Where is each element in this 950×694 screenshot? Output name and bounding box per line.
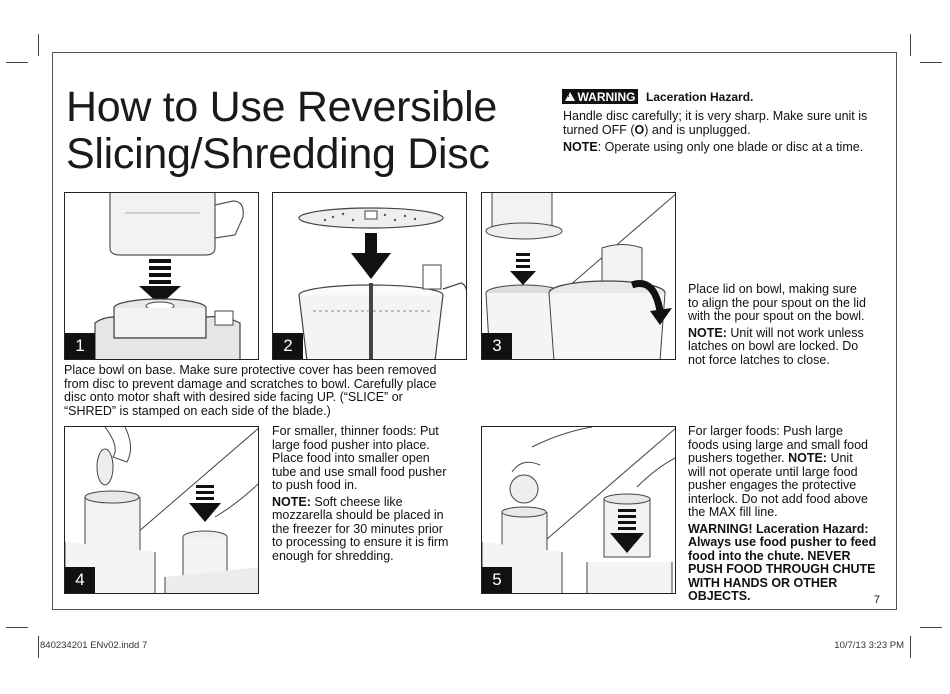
crop-mark bbox=[38, 34, 39, 56]
instruction-line: “SHRED” is stamped on each side of the blade.) bbox=[64, 403, 331, 418]
instruction-line: the freezer for 30 minutes prior bbox=[272, 521, 443, 536]
warning-line: PUSH FOOD THROUGH CHUTE bbox=[688, 562, 876, 576]
crop-mark bbox=[920, 62, 942, 63]
instruction-line: the MAX fill line. bbox=[688, 505, 778, 519]
crop-mark bbox=[6, 62, 28, 63]
note-label: NOTE: bbox=[688, 325, 727, 340]
warning-body-line: Handle disc carefully; it is very sharp. Make sure unit is bbox=[563, 109, 868, 123]
instruction-line: Place bowl on base. Make sure protective cover has been removed bbox=[64, 363, 437, 377]
warning-badge-label: WARNING bbox=[577, 89, 636, 104]
warning-note bbox=[563, 141, 883, 155]
crop-mark bbox=[910, 636, 911, 658]
instruction-line: foods using large and small food bbox=[688, 437, 868, 452]
step-5-warning bbox=[688, 523, 893, 604]
instruction-line: will not operate until large food bbox=[688, 464, 858, 479]
step-1-2-instructions bbox=[64, 364, 474, 418]
instruction-line bbox=[688, 452, 893, 466]
instruction-line: large food pusher into place. bbox=[272, 437, 430, 452]
footer-timestamp: 10/7/13 3:23 PM bbox=[834, 640, 904, 651]
instruction-line bbox=[688, 327, 893, 341]
instruction-line: mozzarella should be placed in bbox=[272, 508, 444, 522]
step-2-illustration bbox=[272, 192, 467, 360]
note-label: NOTE: bbox=[788, 451, 827, 465]
note-text: Unit will not work unless bbox=[726, 325, 864, 340]
instruction-text: Unit bbox=[826, 451, 853, 465]
warning-line: WITH HANDS OR OTHER bbox=[688, 575, 838, 590]
instruction-line: not force latches to close. bbox=[688, 352, 830, 367]
page-number: 7 bbox=[873, 594, 880, 606]
instruction-line: latches on bowl are locked. Do bbox=[688, 339, 859, 353]
step-1-illustration bbox=[64, 192, 259, 360]
crop-mark bbox=[6, 627, 28, 628]
warning-text: ) and is unplugged. bbox=[644, 122, 751, 137]
warning-line: food into the chute. NEVER bbox=[688, 548, 851, 563]
step-3-number: 3 bbox=[482, 333, 512, 359]
instruction-line: pusher engages the protective bbox=[688, 478, 857, 492]
instruction-line: Place lid on bowl, making sure bbox=[688, 282, 857, 296]
instruction-line: For smaller, thinner foods: Put bbox=[272, 424, 439, 438]
warning-line: Always use food pusher to feed bbox=[688, 535, 877, 549]
warning-triangle-icon bbox=[565, 92, 575, 101]
step-4-instructions bbox=[272, 425, 472, 563]
step-1-number: 1 bbox=[65, 333, 95, 359]
step-4-number: 4 bbox=[65, 567, 95, 593]
instruction-line: interlock. Do not add food above bbox=[688, 491, 868, 506]
instruction-line: to processing to ensure it is firm bbox=[272, 535, 449, 549]
instruction-line: to push food in. bbox=[272, 478, 358, 492]
instruction-line: with the pour spout on the bowl. bbox=[688, 309, 865, 323]
step-3-illustration bbox=[481, 192, 676, 360]
title-line-1: How to Use Reversible bbox=[66, 83, 498, 131]
footer-filename: 840234201 ENv02.indd 7 bbox=[40, 640, 148, 651]
instruction-line: to align the pour spout on the lid bbox=[688, 295, 866, 310]
warning-badge bbox=[562, 89, 638, 104]
instruction-line: tube and use small food pusher bbox=[272, 464, 447, 479]
crop-mark bbox=[38, 636, 39, 658]
warning-line: WARNING! Laceration Hazard: bbox=[688, 521, 869, 536]
note-text: : Operate using only one blade or disc at a time. bbox=[597, 140, 864, 154]
step-5-number: 5 bbox=[482, 567, 512, 593]
warning-body-line bbox=[563, 124, 883, 138]
step-5-instructions bbox=[688, 425, 893, 604]
instruction-text: pushers together. bbox=[688, 451, 789, 465]
step-5-illustration bbox=[481, 426, 676, 594]
instruction-line: enough for shredding. bbox=[272, 548, 394, 563]
note-text: Soft cheese like bbox=[310, 494, 403, 509]
step-4-illustration bbox=[64, 426, 259, 594]
off-symbol: O bbox=[634, 122, 645, 137]
page-title bbox=[66, 84, 497, 178]
step-3-instructions bbox=[688, 283, 893, 367]
step-2-number: 2 bbox=[273, 333, 303, 359]
instruction-line: For larger foods: Push large bbox=[688, 424, 843, 438]
instruction-line bbox=[272, 496, 472, 510]
warning-line: OBJECTS. bbox=[688, 589, 751, 603]
hazard-title: Laceration Hazard. bbox=[646, 90, 754, 104]
instruction-line: disc onto motor shaft with desired side facing UP. (“SLICE” or bbox=[64, 390, 403, 404]
instruction-line: from disc to prevent damage and scratches to bowl. Carefully place bbox=[64, 376, 437, 391]
title-line-2: Slicing/Shredding Disc bbox=[66, 130, 490, 178]
instruction-line: Place food into smaller open bbox=[272, 451, 430, 465]
crop-mark bbox=[910, 34, 911, 56]
note-label: NOTE bbox=[563, 140, 598, 154]
note-label: NOTE: bbox=[272, 494, 311, 509]
warning-text: turned OFF ( bbox=[563, 122, 635, 137]
crop-mark bbox=[920, 627, 942, 628]
warning-body bbox=[563, 110, 883, 155]
